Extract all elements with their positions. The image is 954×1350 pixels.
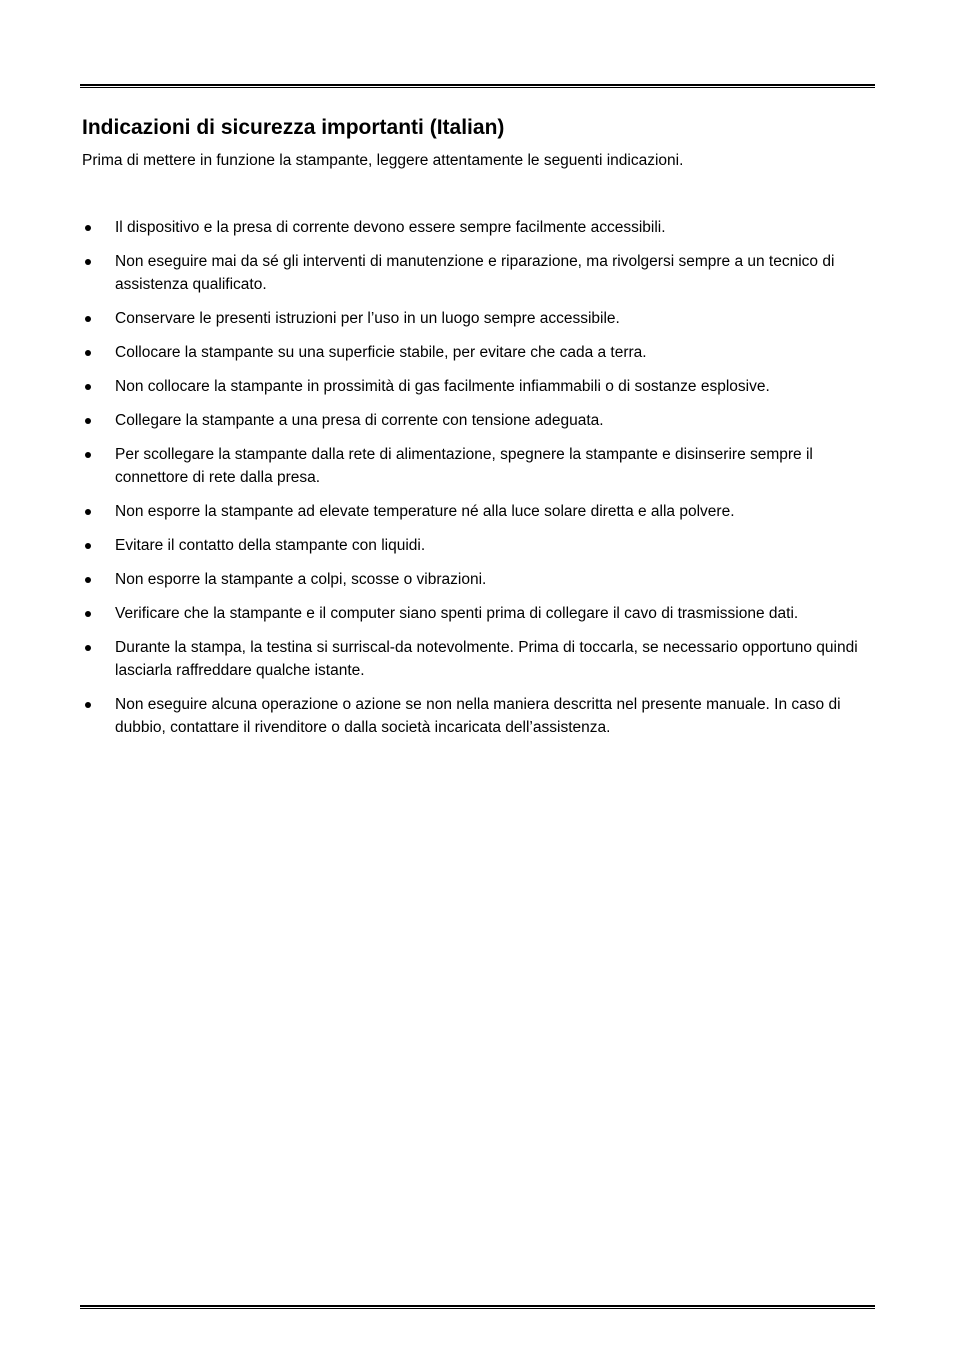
list-item-text: Il dispositivo e la presa di corrente devono essere sempre facilmente accessibili. bbox=[115, 219, 666, 236]
list-item-text: Collegare la stampante a una presa di corrente con tensione adeguata. bbox=[115, 412, 604, 429]
list-item bbox=[82, 341, 877, 364]
bullet-icon bbox=[85, 702, 91, 708]
intro-text: Prima di mettere in funzione la stampante, leggere attentamente le seguenti indicazioni. bbox=[82, 152, 684, 169]
list-item-text: Non esporre la stampante a colpi, scosse o vibrazioni. bbox=[115, 571, 487, 588]
list-item-text: Verificare che la stampante e il computer siano spenti prima di collegare il cavo di trasmissione dati. bbox=[115, 605, 799, 622]
list-item-text: Collocare la stampante su una superficie stabile, per evitare che cada a terra. bbox=[115, 344, 647, 361]
bullet-icon bbox=[85, 611, 91, 617]
list-item bbox=[82, 409, 877, 432]
list-item-text: Non eseguire mai da sé gli interventi di manutenzione e riparazione, ma rivolgersi sempre a un tecnico di assistenza qualificato. bbox=[115, 253, 835, 293]
list-item-text: Conservare le presenti istruzioni per l’uso in un luogo sempre accessibile. bbox=[115, 310, 620, 327]
list-item bbox=[82, 602, 877, 625]
list-item-text: Non eseguire alcuna operazione o azione se non nella maniera descritta nel presente manuale. In caso di dubbio, contattare il rivenditore o dalla società incaricata dell’assistenza. bbox=[115, 696, 841, 736]
header-rule bbox=[80, 84, 875, 88]
bullet-icon bbox=[85, 645, 91, 651]
list-item-text: Non esporre la stampante ad elevate temperature né alla luce solare diretta e alla polvere. bbox=[115, 503, 735, 520]
list-item-text: Non collocare la stampante in prossimità di gas facilmente infiammabili o di sostanze esplosive. bbox=[115, 378, 770, 395]
list-item bbox=[82, 636, 877, 682]
bullet-icon bbox=[85, 316, 91, 322]
bullet-icon bbox=[85, 350, 91, 356]
list-item bbox=[82, 693, 877, 739]
list-item bbox=[82, 216, 877, 239]
bullet-icon bbox=[85, 384, 91, 390]
bullet-icon bbox=[85, 259, 91, 265]
list-item-text: Durante la stampa, la testina si surriscal-da notevolmente. Prima di toccarla, se necessario opportuno quindi lasciarla raffreddare qualche istante. bbox=[115, 639, 858, 679]
bullet-icon bbox=[85, 543, 91, 549]
bullet-icon bbox=[85, 418, 91, 424]
footer-rule bbox=[80, 1305, 875, 1309]
list-item bbox=[82, 250, 877, 296]
bullet-icon bbox=[85, 225, 91, 231]
list-item-text: Per scollegare la stampante dalla rete di alimentazione, spegnere la stampante e disinserire sempre il connettore di rete dalla presa. bbox=[115, 446, 813, 486]
list-item bbox=[82, 500, 877, 523]
bullet-icon bbox=[85, 577, 91, 583]
list-item-text: Evitare il contatto della stampante con liquidi. bbox=[115, 537, 426, 554]
safety-list bbox=[82, 216, 877, 739]
list-item bbox=[82, 534, 877, 557]
list-item bbox=[82, 375, 877, 398]
list-item bbox=[82, 443, 877, 489]
bullet-icon bbox=[85, 509, 91, 515]
page-content bbox=[82, 114, 877, 750]
bullet-icon bbox=[85, 452, 91, 458]
list-item bbox=[82, 568, 877, 591]
list-item bbox=[82, 307, 877, 330]
page-title: Indicazioni di sicurezza importanti (Italian) bbox=[82, 116, 505, 139]
